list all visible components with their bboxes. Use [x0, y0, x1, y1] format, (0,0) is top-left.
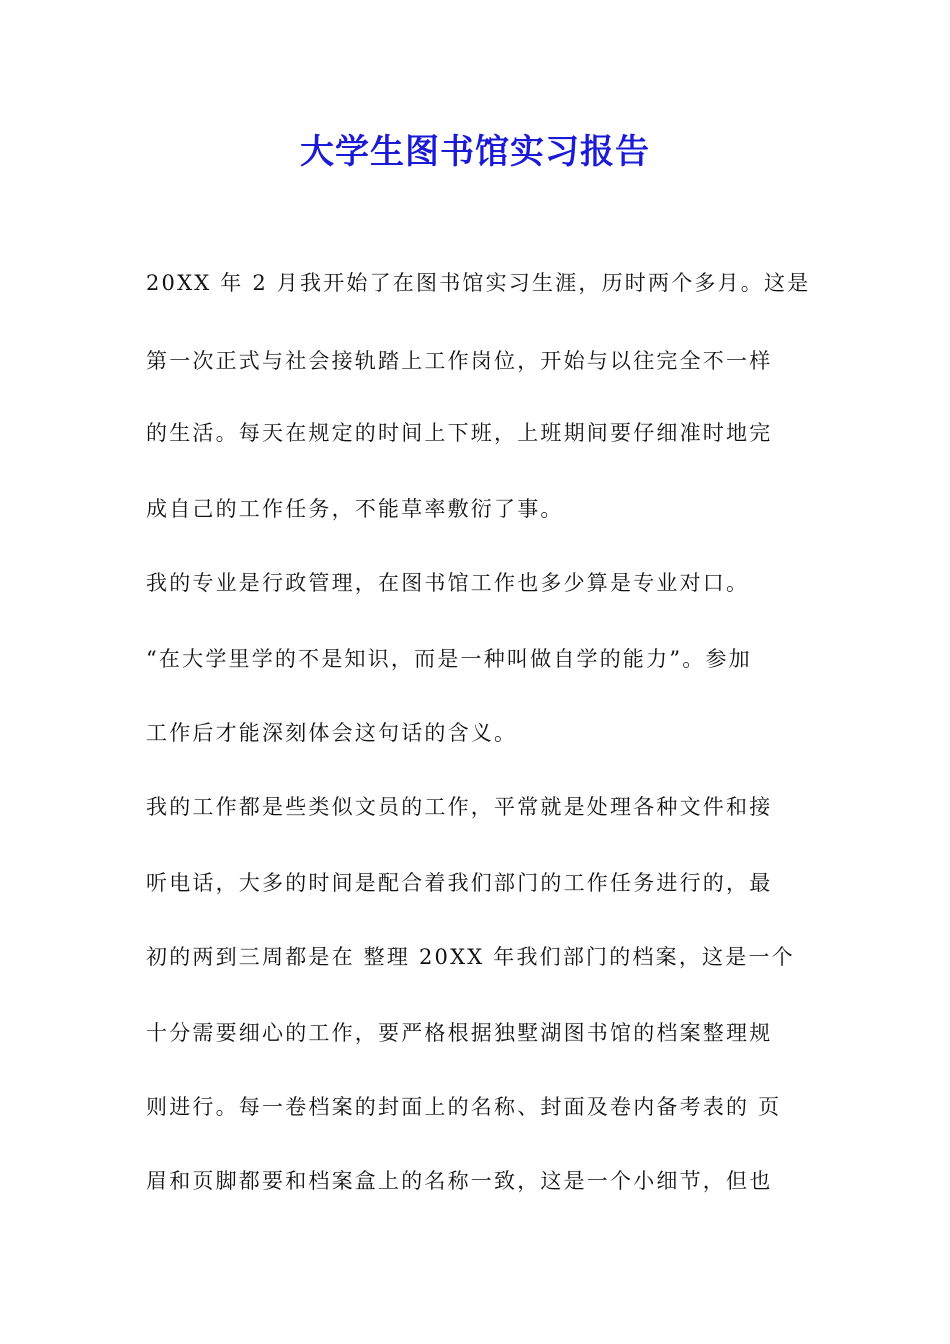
body-line: 我的专业是行政管理，在图书馆工作也多少算是专业对口。: [146, 571, 750, 595]
body-line: 工作后才能深刻体会这句话的含义。: [146, 721, 518, 745]
body-line: “在大学里学的不是知识，而是一种叫做自学的能力”。参加: [146, 647, 752, 671]
body-line: 的生活。每天在规定的时间上下班，上班期间要仔细准时地完: [146, 421, 773, 445]
body-line: 我的工作都是些类似文员的工作，平常就是处理各种文件和接: [146, 795, 773, 819]
body-line: 听电话，大多的时间是配合着我们部门的工作任务进行的，最: [146, 871, 773, 895]
body-line: 成自己的工作任务，不能草率敷衍了事。: [146, 497, 564, 521]
body-line: 眉和页脚都要和档案盒上的名称一致，这是一个小细节，但也: [146, 1169, 773, 1193]
body-line: 第一次正式与社会接轨踏上工作岗位，开始与以往完全不一样: [146, 349, 773, 373]
body-line: 20XX 年 2 月我开始了在图书馆实习生涯，历时两个多月。这是: [146, 271, 811, 295]
document-title: 大学生图书馆实习报告: [300, 132, 650, 172]
body-line: 初的两到三周都是在 整理 20XX 年我们部门的档案，这是一个: [146, 945, 795, 969]
body-line: 则进行。每一卷档案的封面上的名称、封面及卷内备考表的 页: [146, 1095, 782, 1119]
body-line: 十分需要细心的工作，要严格根据独墅湖图书馆的档案整理规: [146, 1021, 773, 1045]
